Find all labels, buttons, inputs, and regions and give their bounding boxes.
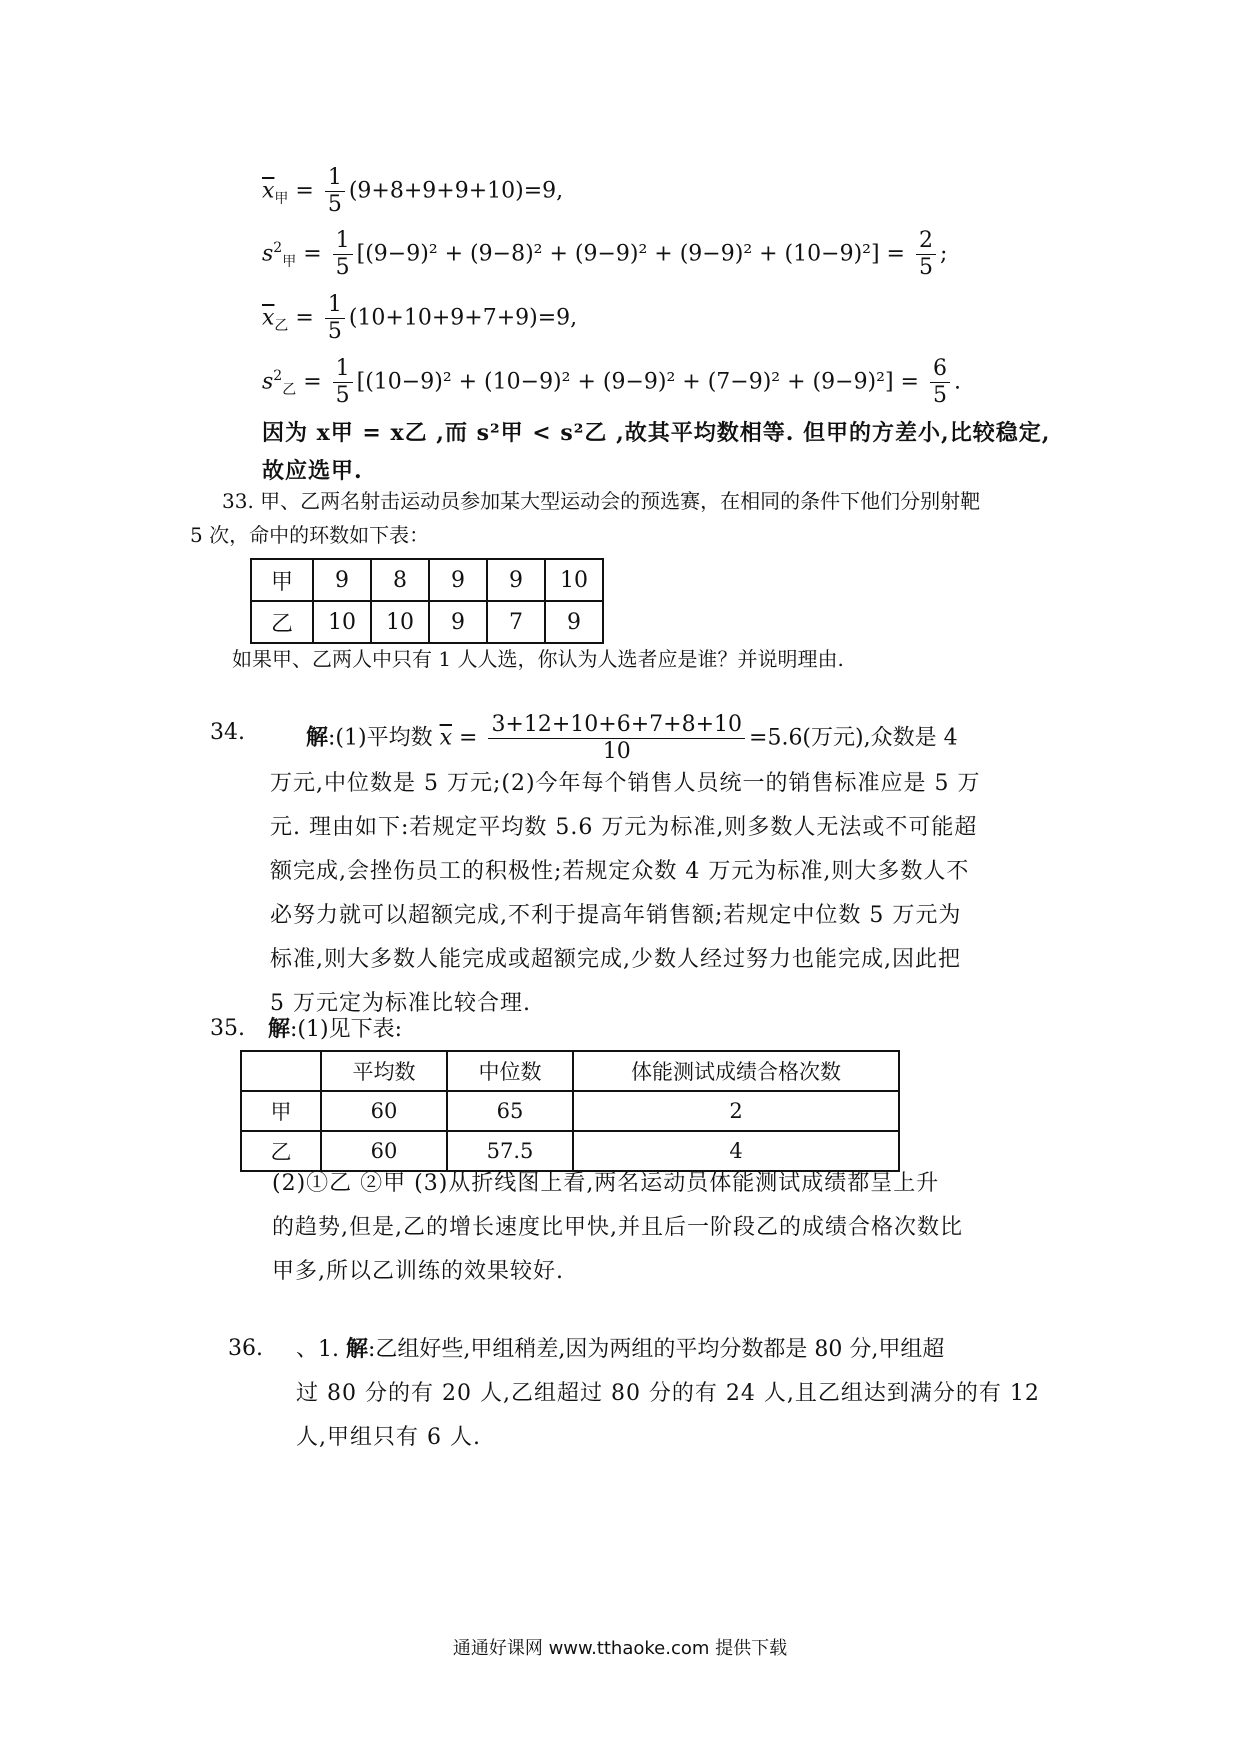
table-row: 甲 60 65 2 [241,1091,899,1131]
table-row: 乙 10 10 9 7 9 [251,601,603,643]
q34-first-line: 解:(1)平均数 $\overline{x}$ = $\frac{3+12+10+6+7+8+10}{10}$ =5.6(万元),众数是 4 [306,712,958,764]
conclusion-line-1: 因为 x甲 = x乙 ,而 s²甲 < s²乙 ,故其平均数相等. 但甲的方差小,比较稳定, [262,420,1051,446]
fraction: $\frac{3+12+10+6+7+8+10}{10}$ [488,712,745,765]
q36-first-line: 、1. 解:乙组好些,甲组稍差,因为两组的平均分数都是 80 分,甲组超 [296,1336,945,1362]
q33-text-line-2: 5 次，命中的环数如下表： [190,523,430,547]
footer-download-note: 通通好课网 www.tthaoke.com 提供下载 [452,1638,788,1659]
q35-paragraph: (2)①乙 ②甲 (3)从折线图上看,两名运动员体能测试成绩都呈上升 的趋势,但是,乙的增长速度比甲快,并且后一阶段乙的成绩合格次数比 甲多,所以乙训练的效果较好. [272,1171,963,1284]
q33-score-table [250,558,604,644]
fraction: $\frac{1}{5}$ [333,228,353,281]
q35-intro: 解:(1)见下表: [268,1016,403,1042]
q35-number: 35. [210,1016,245,1041]
mean-yi-formula: $\overline{x}_乙$ = $\frac{1}{5}$ (10+10+9+7+9)=9, [262,292,578,344]
fraction: $\frac{2}{5}$ [916,228,936,281]
q34-paragraph: 万元,中位数是 5 万元;(2)今年每个销售人员统一的销售标准应是 5 万 元. 理由如下:若规定平均数 5.6 万元为标准,则多数人无法或不可能超 额完成,会挫伤员工的积极性;若规定众数 4 万元为标准,则大多数人不 必努力就可以超额完成,不利于提高年销售额;若规定中位数 5 万元为 标准,则大多数人能完成或超额完成,少数人经过努力也能完成,因此把 5 万元定为标准比较合理. [270,771,981,1016]
table-row: 甲 9 8 9 9 10 [251,559,603,601]
q33-question: 如果甲、乙两人中只有 1 人人选，你认为人选者应是谁？并说明理由. [232,647,844,671]
fraction: $\frac{6}{5}$ [930,356,950,409]
variance-yi-formula: $s^2_乙$ = $\frac{1}{5}$ [(10−9)² + (10−9)² + (9−9)² + (7−9)² + (9−9)²] = $\frac{6}{5}$ . [262,356,961,408]
q35-summary-table [240,1050,900,1172]
mean-symbol: $\overline{x}$ [262,178,275,204]
fraction: $\frac{1}{5}$ [333,356,353,409]
mean-jia-formula: $\overline{x}_甲$ = $\frac{1}{5}$ (9+8+9+9+10)=9, [262,165,564,217]
fraction: $\frac{1}{5}$ [325,165,345,218]
fraction: $\frac{1}{5}$ [325,292,345,345]
variance-jia-formula: $s^2_甲$ = $\frac{1}{5}$ [(9−9)² + (9−8)² + (9−9)² + (9−9)² + (10−9)²] = $\frac{2}{5}$ ; [262,228,948,280]
q36-paragraph: 过 80 分的有 20 人,乙组超过 80 分的有 24 人,且乙组达到满分的有 12 人,甲组只有 6 人. [296,1381,1040,1450]
table-row: 乙 60 57.5 4 [241,1131,899,1171]
q36-number: 36. [228,1336,263,1361]
q34-number: 34. [210,720,245,745]
conclusion-line-2: 故应选甲. [262,458,363,484]
table-row: 平均数 中位数 体能测试成绩合格次数 [241,1051,899,1091]
q33-text-line-1: 33. 甲、乙两名射击运动员参加某大型运动会的预选赛，在相同的条件下他们分别射靶 [222,489,981,513]
